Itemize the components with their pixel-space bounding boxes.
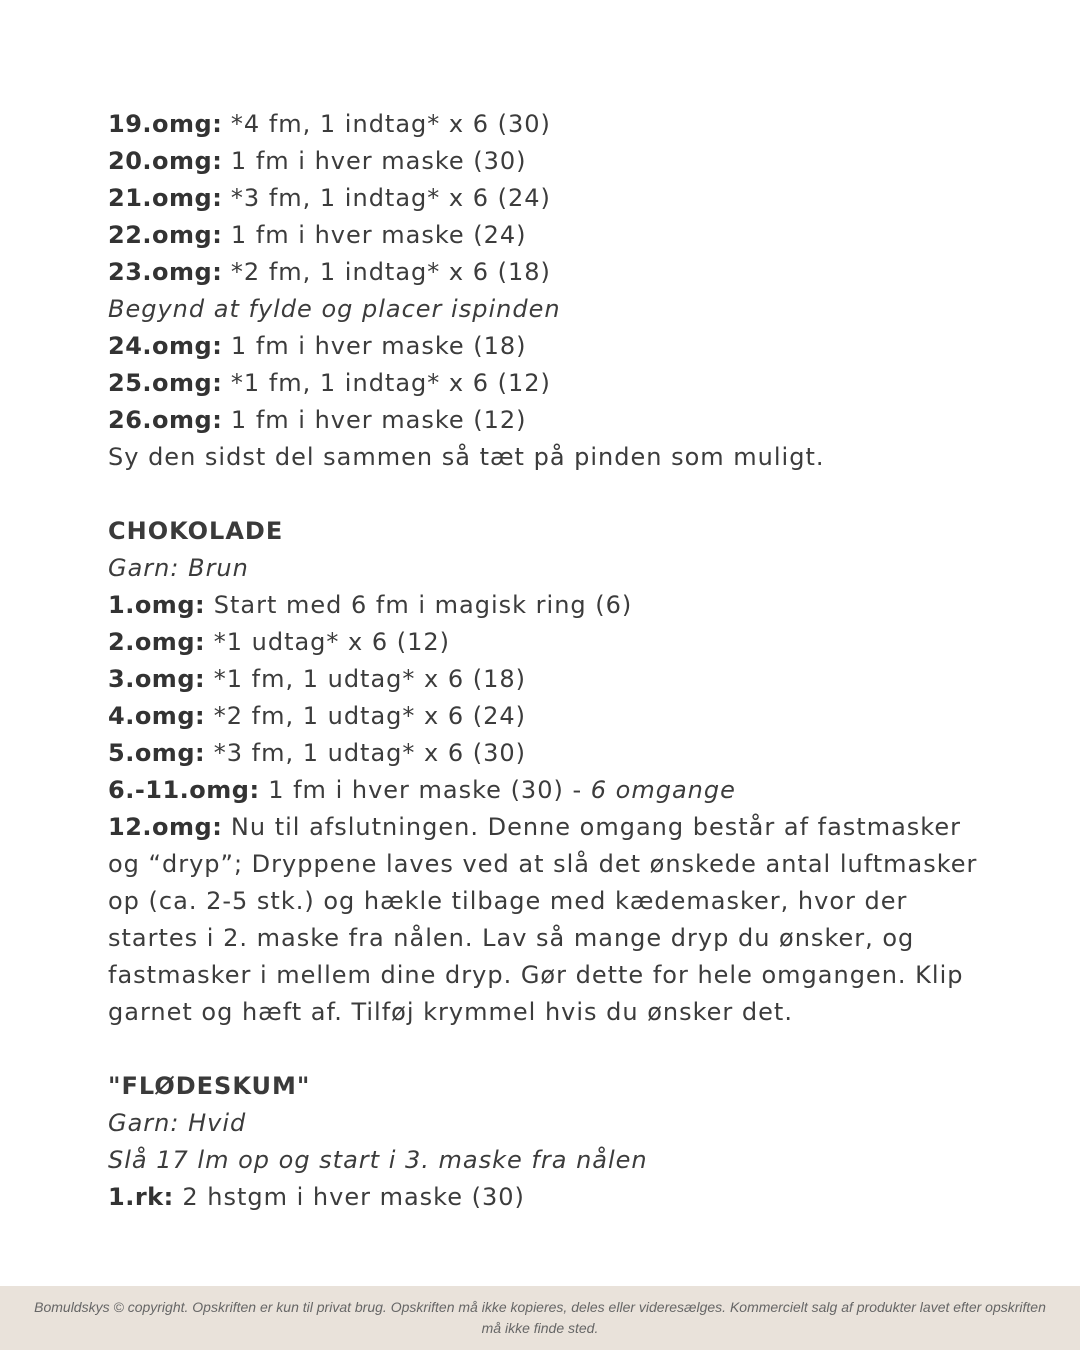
row-label: 4.omg:: [108, 702, 206, 730]
row-label: 26.omg:: [108, 406, 223, 434]
section-spacer: [108, 1031, 988, 1068]
row-label: 1.rk:: [108, 1183, 174, 1211]
row-label: 25.omg:: [108, 369, 223, 397]
row-text: *3 fm, 1 indtag* x 6 (24): [222, 184, 551, 212]
section-heading-flodeskum: "FLØDESKUM": [108, 1072, 311, 1100]
row-text: *2 fm, 1 udtag* x 6 (24): [205, 702, 527, 730]
row-label: 1.omg:: [108, 591, 206, 619]
row-label: 24.omg:: [108, 332, 223, 360]
closing-instruction: Sy den sidst del sammen så tæt på pinden som muligt.: [108, 443, 825, 471]
start-instruction: Slå 17 lm op og start i 3. maske fra nålen: [108, 1146, 648, 1174]
section-heading-chokolade: CHOKOLADE: [108, 517, 284, 545]
pattern-row: [108, 254, 988, 291]
pattern-row: [108, 587, 988, 624]
pattern-row: [108, 402, 988, 439]
yarn-note: Garn: Hvid: [108, 1109, 247, 1137]
row-label: 3.omg:: [108, 665, 206, 693]
pattern-row: [108, 772, 988, 809]
pattern-row: [108, 143, 988, 180]
row-text: *2 fm, 1 indtag* x 6 (18): [222, 258, 551, 286]
pattern-note: Begynd at fylde og placer ispinden: [108, 295, 561, 323]
pattern-row: [108, 624, 988, 661]
row-label: 23.omg:: [108, 258, 223, 286]
row-text: 1 fm i hver maske (12): [222, 406, 527, 434]
pattern-row: [108, 328, 988, 365]
row-label: 21.omg:: [108, 184, 223, 212]
row-text: *3 fm, 1 udtag* x 6 (30): [205, 739, 527, 767]
row-label: 5.omg:: [108, 739, 206, 767]
row-label: 6.-11.omg:: [108, 776, 260, 804]
pattern-content: [108, 106, 988, 1216]
row-text: 1 fm i hver maske (18): [222, 332, 527, 360]
row-label: 12.omg:: [108, 813, 223, 841]
row-text: *4 fm, 1 indtag* x 6 (30): [222, 110, 551, 138]
row-text: 1 fm i hver maske (24): [222, 221, 527, 249]
pattern-row: [108, 735, 988, 772]
row-text: 1 fm i hver maske (30): [222, 147, 527, 175]
copyright-text: Bomuldskys © copyright. Opskriften er kun til privat brug. Opskriften må ikke kopieres, deles eller videresælges. Kommercielt salg af produkter lavet efter opskriften må ikke finde sted.: [34, 1299, 1046, 1336]
pattern-row: [108, 698, 988, 735]
pattern-row: [108, 180, 988, 217]
copyright-footer: [0, 1286, 1080, 1350]
row-label: 19.omg:: [108, 110, 223, 138]
row-note: 6 omgange: [590, 776, 736, 804]
row-text: Nu til afslutningen. Denne omgang består af fastmasker og “dryp”; Dryppene laves ved at slå det ønskede antal luftmasker op (ca. 2-5 stk.) og hækle tilbage med kædemasker, hvor der startes i 2. maske fra nålen. Lav så mange dryp du ønsker, og fastmasker i mellem dine dryp. Gør dette for hele omgangen. Klip garnet og hæft af. Tilføj krymmel hvis du ønsker det.: [108, 813, 978, 1026]
pattern-row: [108, 365, 988, 402]
section-spacer: [108, 476, 988, 513]
pattern-row-finish: [108, 809, 988, 1031]
row-text: 1 fm i hver maske (30) -: [259, 776, 591, 804]
row-text: *1 udtag* x 6 (12): [205, 628, 451, 656]
row-label: 20.omg:: [108, 147, 223, 175]
row-text: Start med 6 fm i magisk ring (6): [205, 591, 633, 619]
pattern-row: [108, 106, 988, 143]
row-text: *1 fm, 1 indtag* x 6 (12): [222, 369, 551, 397]
row-label: 2.omg:: [108, 628, 206, 656]
row-text: 2 hstgm i hver maske (30): [173, 1183, 525, 1211]
pattern-row: [108, 661, 988, 698]
yarn-note: Garn: Brun: [108, 554, 249, 582]
pattern-row: [108, 217, 988, 254]
row-label: 22.omg:: [108, 221, 223, 249]
pattern-row: [108, 1179, 988, 1216]
row-text: *1 fm, 1 udtag* x 6 (18): [205, 665, 527, 693]
